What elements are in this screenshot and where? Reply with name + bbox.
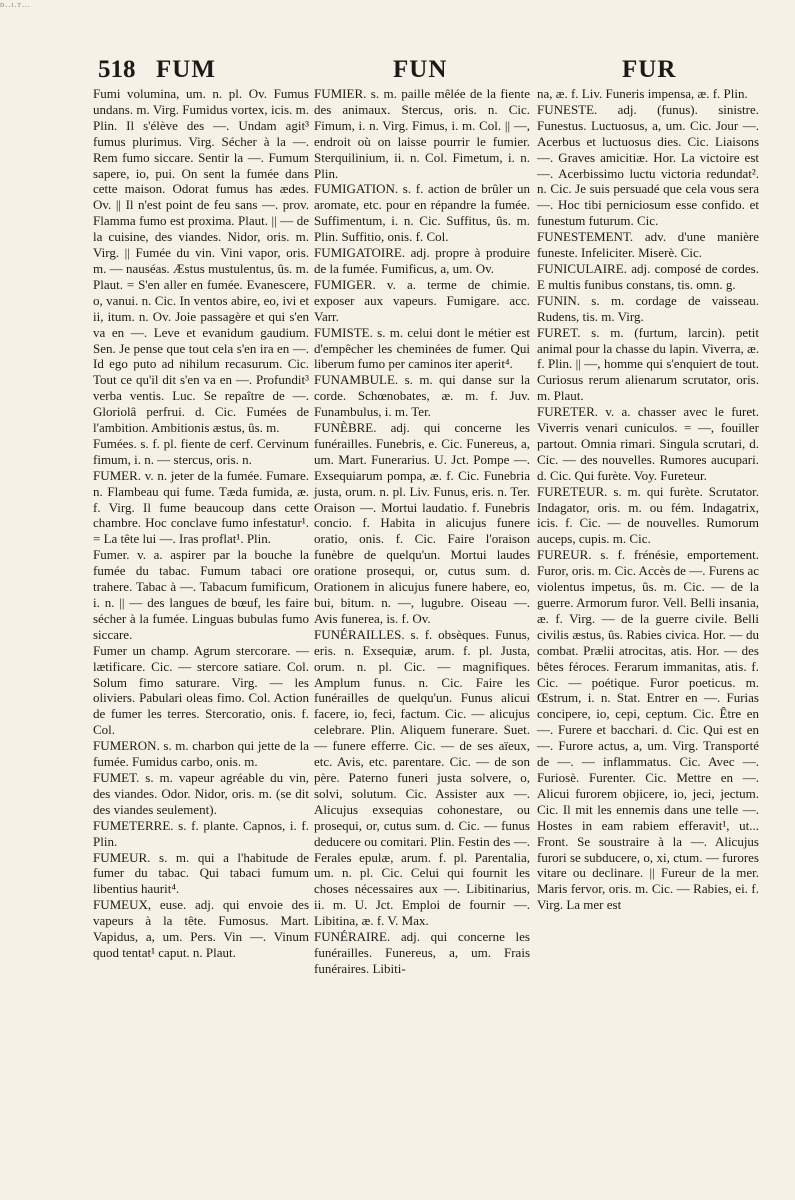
dictionary-entry: FUMEUR. s. m. qui a l'habitude de fumer du tabac. Qui tabaci fumum libentius haurit⁴. xyxy=(93,849,309,897)
dictionary-entry: FUMIGER. v. a. terme de chimie. exposer aux vapeurs. Fumigare. acc. Varr. xyxy=(314,276,530,324)
guide-word-right: FUR xyxy=(622,56,677,83)
column-left xyxy=(93,86,309,961)
dictionary-entry: FUMERON. s. m. charbon qui jette de la fumée. Fumidus carbo, onis. m. xyxy=(93,738,309,770)
dictionary-entry: FUMIGATION. s. f. action de brûler un aromate, etc. pour en répandre la fumée. Suffimentum, i. n. Cic. Suffitus, ûs. m. Plin. Suffitio, onis. f. Col. xyxy=(314,181,530,245)
dictionary-entry: FUNAMBULE. s. m. qui danse sur la corde. Schœnobates, æ. m. f. Juv. Funambulus, i. m. Ter. xyxy=(314,372,530,420)
dictionary-entry: FUMISTE. s. m. celui dont le métier est d'empêcher les cheminées de fumer. Qui liberum fumo per caminos iter aperit⁴. xyxy=(314,324,530,372)
column-right xyxy=(537,86,759,913)
dictionary-entry: FUMIGATOIRE. adj. propre à produire de la fumée. Fumificus, a, um. Ov. xyxy=(314,245,530,276)
dictionary-entry: FUNICULAIRE. adj. composé de cordes. E multis funibus constans, tis. omn. g. xyxy=(537,260,759,292)
dictionary-entry: FUNÉRAIRE. adj. qui concerne les funérailles. Funereus, a, um. Frais funéraires. Libiti- xyxy=(314,929,530,976)
dictionary-entry: FURETEUR. s. m. qui furète. Scrutator. Indagator, oris. m. ou fém. Indagatrix, icis. f. Cic. — de nouvelles. Rumorum auceps, cupis. m. Cic. xyxy=(537,483,759,547)
guide-word-center: FUN xyxy=(393,56,448,83)
dictionary-entry: FUMET. s. m. vapeur agréable du vin, des viandes. Odor. Nidor, oris. m. (se dit des viandes seulement). xyxy=(93,769,309,817)
dictionary-entry: Fumer un champ. Agrum stercorare. — lætificare. Cic. — stercore satiare. Col. Solum fimo saturare. Virg. — les oliviers. Pabulari oleas fimo. Col. Action de fumer les terres. Stercoratio, onis. f. Col. xyxy=(93,642,309,738)
running-header xyxy=(0,40,795,84)
dictionary-entry: FUMER. v. n. jeter de la fumée. Fumare. n. Flambeau qui fume. Tæda fumida, æ. f. Virg. Il fume beaucoup dans cette chambre. Hoc conclave fumo infestatur¹. = La tête lui —. Iras proflat¹. Plin. xyxy=(93,467,309,547)
dictionary-entry: FUNÉRAILLES. s. f. obsèques. Funus, eris. n. Exsequiæ, arum. f. pl. Justa, orum. n. pl. Cic. — magnifiques. Amplum funus. n. Cic. Faire les funérailles de quelqu'un. Funus alicui facere, io, feci, factum. Cic. — alicujus celebrare. Plin. Aliquem funerare. Suet. — funere efferre. Cic. — de ses aïeux, etc. Avis, etc. parentare. Cic. — de son père. Paterno funeri justa solvere, o, solvi, solutum. Cic. Assister aux —. Alicujus exsequias cohonestare, ou prosequi, or, cutus sum. d. Cic. — funus deducere ou comitari. Plin. Festin des —. Ferales epulæ, arum. f. pl. Parentalia, um. n. pl. Cic. Celui qui fournit les choses nécessaires aux —. Libitinarius, ii. m. U. Jct. Emploi de fournir —. Libitina, æ. f. V. Max. xyxy=(314,626,530,929)
dictionary-entry: FUNIN. s. m. cordage de vaisseau. Rudens, tis. m. Virg. xyxy=(537,292,759,324)
dictionary-entry: Fumées. s. f. pl. fiente de cerf. Cervinum fimum, i. n. — stercus, oris. n. xyxy=(93,435,309,467)
dictionary-entry: FUNESTE. adj. (funus). sinistre. Funestus. Luctuosus, a, um. Cic. Jour —. Acerbus et luctuosus dies. Cic. Liaisons —. Graves amicitiæ. Hor. La victoire est —. Acerbissimo luctu victoria redundat². n. Cic. Je suis persuadé que cela vous sera —. Hoc tibi perniciosum esse confido. et funestum futurum. Cic. xyxy=(537,101,759,229)
dictionary-entry: na, æ. f. Liv. Funeris impensa, æ. f. Plin. xyxy=(537,86,748,101)
guide-word-left: FUM xyxy=(156,56,216,83)
dictionary-entry: Fumi volumina, um. n. pl. Ov. Fumus undans. m. Virg. Fumidus vortex, icis. m. Plin. Il s'élève des —. Undam agit³ fumus plurimus. Virg. Sécher à la —. Rem fumo siccare. Sentir la —. Fumum sapere, io, pui. On sent la fumée dans cette maison. Odorat fumus has ædes. Ov. || Il n'est point de feu sans —. prov. Flamma fumo est proxima. Plaut. || — de la cuisine, des viandes. Nidor, oris. m. Virg. || Fumée du vin. Vini vapor, oris. m. — nauséas. Æstus mustulentus, ûs. m. Plaut. = S'en aller en fumée. Evanescere, o, vanui. n. Cic. In ventos abire, eo, ivi et ii, itum. n. Ov. Joie passagère et qui s'en va en —. Leve et evanidum gaudium. Sen. Je pense que tout cela s'en ira en —. Id ego puto ad nihilum recasurum. Cic. Tout ce qu'il dit s'en va en —. Profundit³ verba ventis. Luc. Se repaître de —. Gloriolâ perfrui. d. Cic. Fumées de l'ambition. Ambitionis æstus, ûs. m. xyxy=(93,86,309,436)
dictionary-entry: FUNESTEMENT. adv. d'une manière funeste. Infeliciter. Miserè. Cic. xyxy=(537,229,759,261)
top-edge-mark: ᴅ..ɪ.ᴛ... xyxy=(0,0,31,9)
dictionary-entry: FUMEUX, euse. adj. qui envoie des vapeurs à la tête. Fumosus. Mart. Vapidus, a, um. Pers. Vin —. Vinum quod tentat¹ caput. n. Plaut. xyxy=(93,897,309,960)
column-middle xyxy=(314,86,530,977)
dictionary-entry: FUMETERRE. s. f. plante. Capnos, i. f. Plin. xyxy=(93,817,309,849)
dictionary-entry: FUNÈBRE. adj. qui concerne les funérailles. Funebris, e. Cic. Funereus, a, um. Mart. Funerarius. U. Jct. Pompe —. Exsequiarum pompa, æ. f. Cic. Funebria justa, orum. n. pl. Liv. Funus, eris. n. Ter. Oraison —. Mortui laudatio. f. Funebris concio. f. Habita in alicujus funere oratio, onis. f. Cic. Faire l'oraison funèbre de quelqu'un. Mortui laudes oratione prosequi, or, cutus sum. d. Orationem in alicujus funere habere, eo, bui, bitum. n. —, lugubre. Oiseau —. Avis funerea, is. f. Ov. xyxy=(314,420,530,626)
page-number: 518 xyxy=(98,56,136,83)
dictionary-entry: FURETER. v. a. chasser avec le furet. Viverris venari cuniculos. = —, fouiller partout. Omnia rimari. Singula scrutari, d. Cic. — des nouvelles. Rumores aucupari. d. Cic. Qui furète. Voy. Fureteur. xyxy=(537,404,759,483)
dictionary-entry: FUREUR. s. f. frénésie, emportement. Furor, oris. m. Cic. Accès de —. Furens ac violentus impetus, ûs. m. Cic. — de la guerre. Armorum furor. Vell. Belli insania, æ. f. Virg. — de la guerre civile. Belli civilis æstus, ûs. Rabies civica. Hor. — du combat. Prælii atrocitas, atis. Hor. — des bêtes féroces. Ferarum immanitas, atis. f. Cic. — poétique. Furor poeticus. m. Œstrum, i. n. Stat. Entrer en —. Furias concipere, io, cepi, ceptum. Cic. Être en —. Furere et bacchari. d. Cic. Qui est en —. Furore actus, a, um. Virg. Transporté de —. — inflammatus. Cic. Avec —. Furiosè. Furenter. Cic. Mettre en —. Alicui furorem objicere, io, jeci, jectum. Cic. Il mit les ennemis dans une telle —. Hostes in eam rabiem efferavit¹, ut... Front. Se soustraire à la —. Alicujus furori se subducere, o, xi, ctum. — furores vitare ou declinare. || Fureur de la mer. Maris fervor, oris. m. Cic. — Rabies, ei. f. Virg. La mer est xyxy=(537,547,759,913)
dictionary-entry: FURET. s. m. (furtum, larcin). petit animal pour la chasse du lapin. Viverra, æ. f. Plin. || —, homme qui s'enquiert de tout. Curiosus rerum alienarum scrutator, oris. m. Plaut. xyxy=(537,324,759,404)
dictionary-entry: FUMIER. s. m. paille mêlée de la fiente des animaux. Stercus, oris. n. Cic. Fimum, i. n. Virg. Fimus, i. m. Col. || —, endroit où on laisse pourrir le fumier. Sterquilinium, ii. n. Col. Fimetum, i. n. Plin. xyxy=(314,86,530,181)
dictionary-entry: Fumer. v. a. aspirer par la bouche la fumée du tabac. Fumum tabaci ore trahere. Tabac à —. Tabacum fumificum, i. n. || — des langues de bœuf, les faire sécher à la fumée. Linguas bubulas fumo siccare. xyxy=(93,547,309,642)
